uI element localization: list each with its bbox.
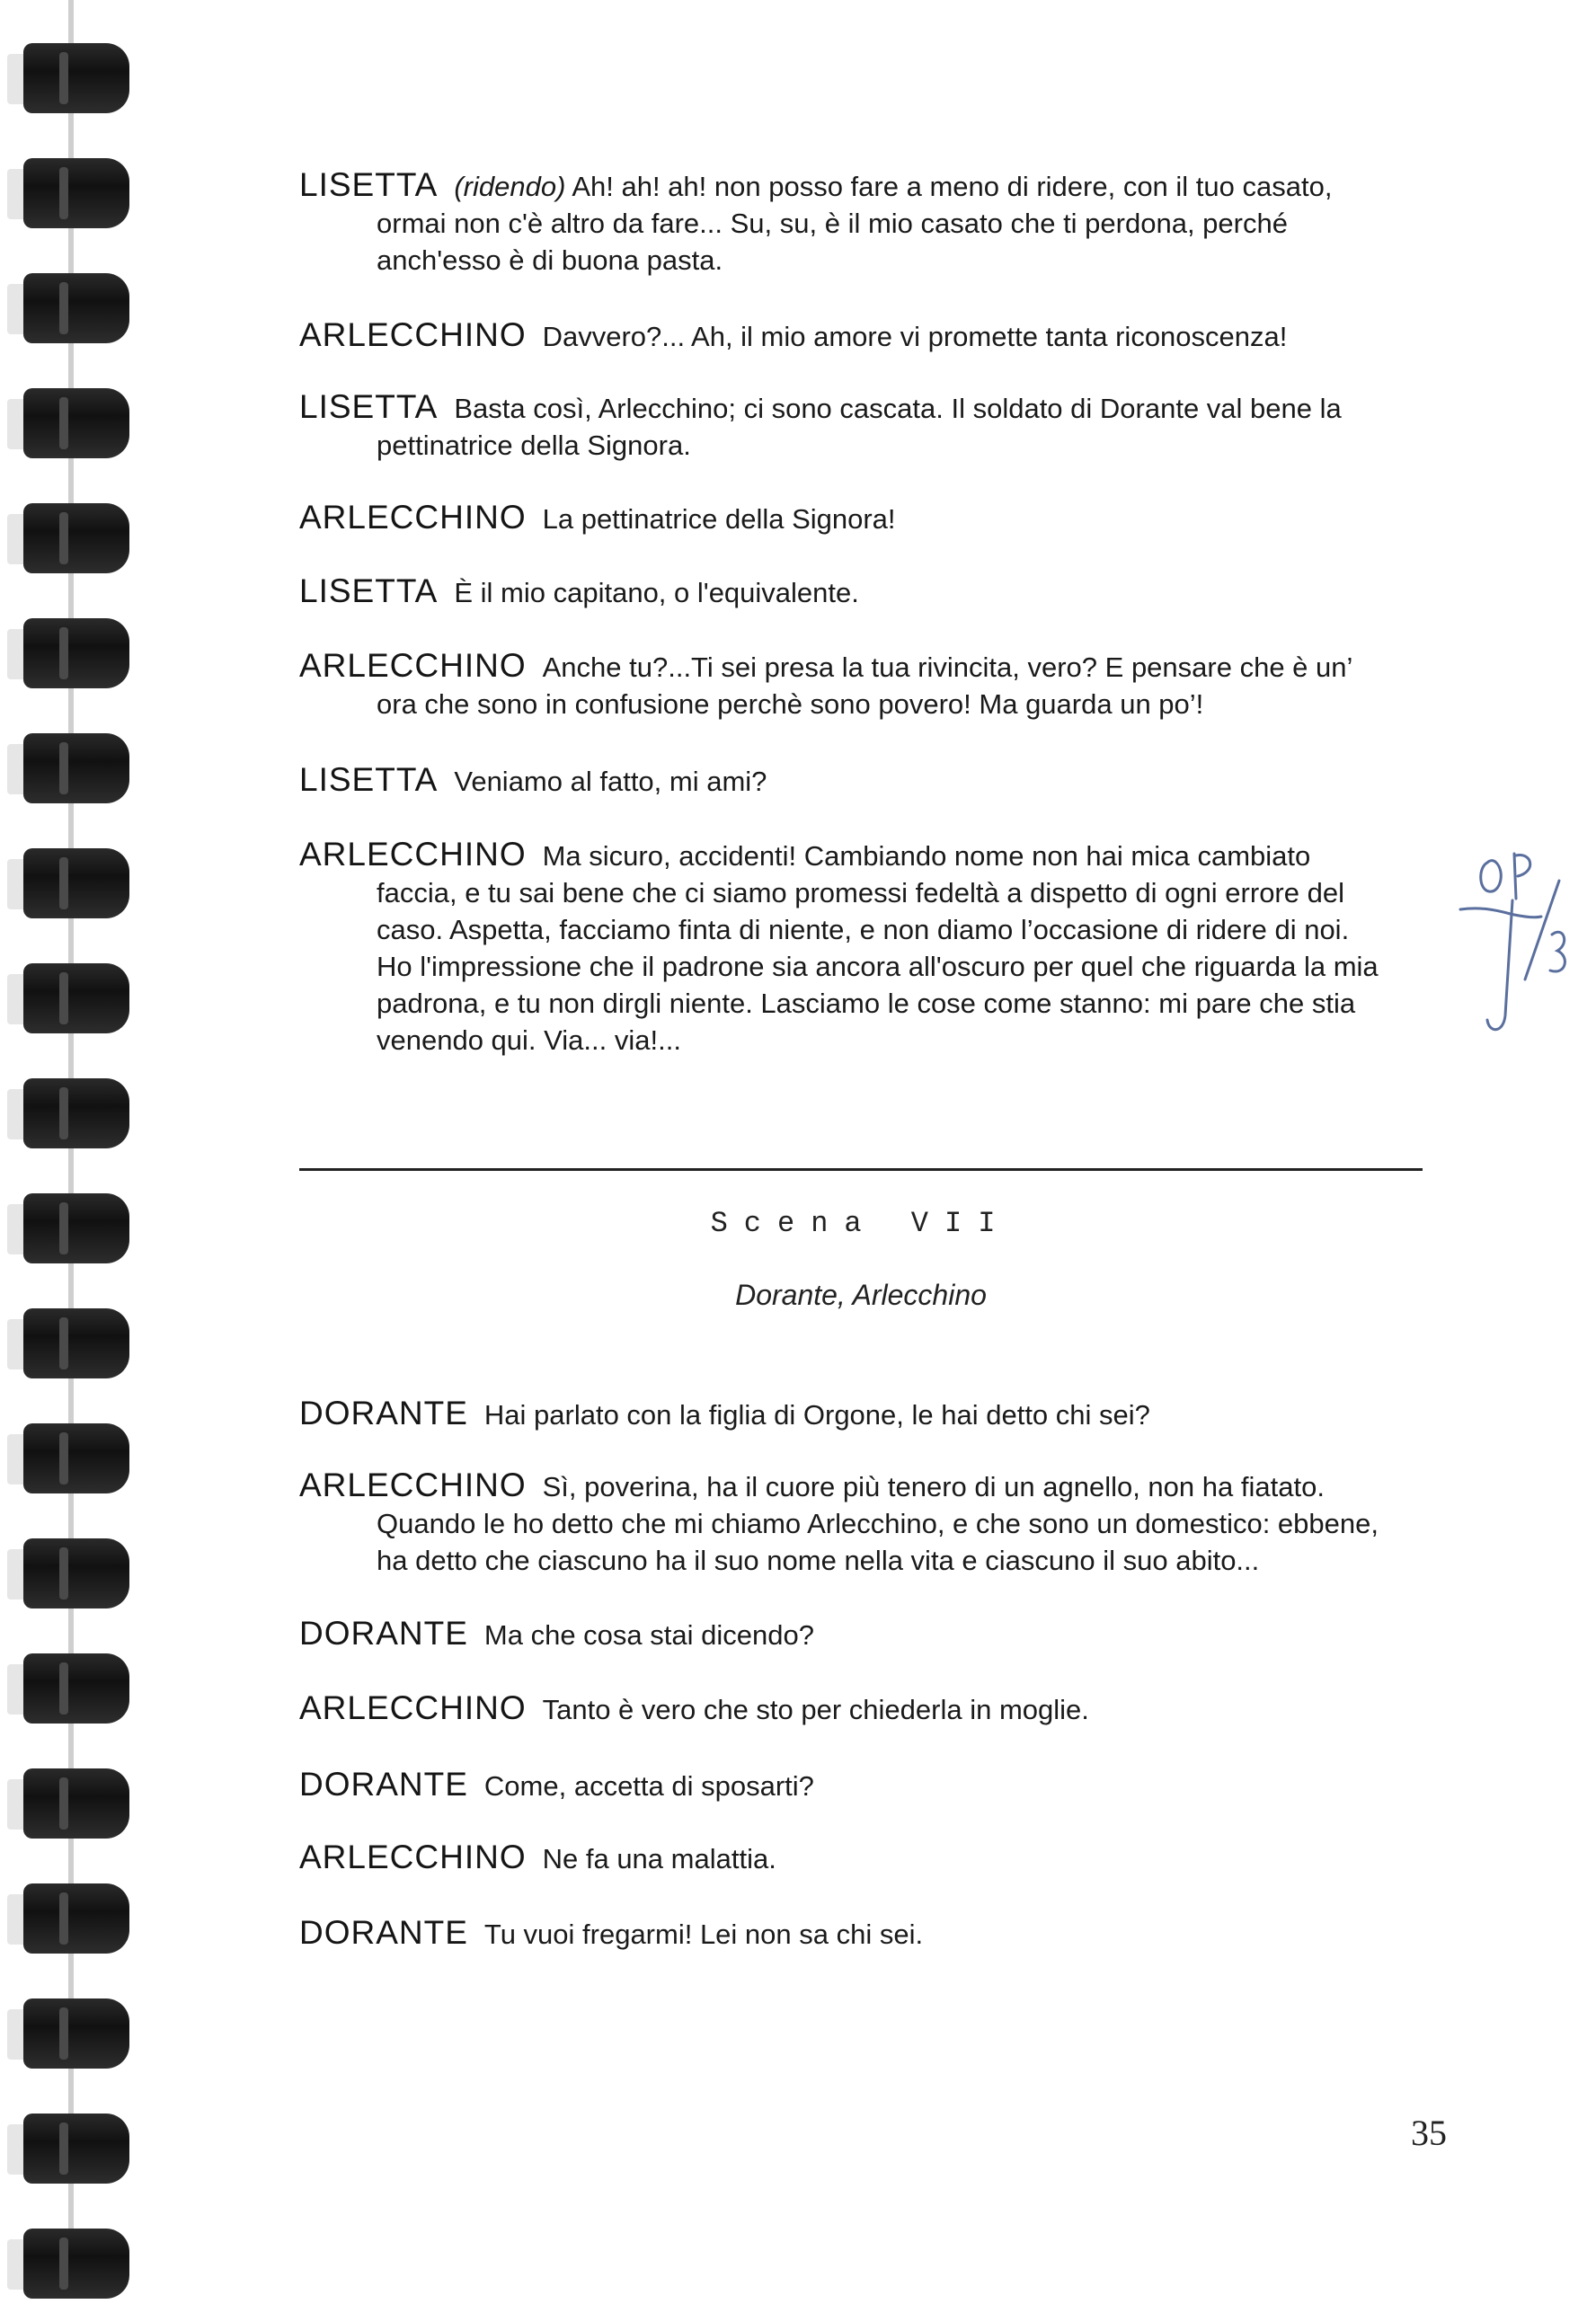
dialogue-line: Ma sicuro, accidenti! Cambiando nome non hai mica cambiato [542, 840, 1311, 872]
scene-title: Scena VII [710, 1207, 1012, 1240]
binding-ring [23, 848, 129, 918]
stage-direction: (ridendo) [454, 171, 566, 202]
dialogue-entry-dorante [299, 1914, 1423, 1953]
binding-ring [23, 963, 129, 1033]
binding-ring [23, 1078, 129, 1148]
binding-coil [0, 602, 135, 703]
binding-coil [0, 1407, 135, 1508]
speaker-name: ARLECCHINO [299, 1839, 527, 1875]
binding-ring [23, 1998, 129, 2069]
binding-coil [0, 717, 135, 818]
scene-divider [299, 1168, 1423, 1171]
dialogue-line: La pettinatrice della Signora! [542, 503, 896, 535]
speaker-name: ARLECCHINO [299, 1467, 527, 1503]
dialogue-entry-arlecchino [299, 1689, 1423, 1728]
dialogue-line: Ne fa una malattia. [542, 1843, 776, 1874]
speaker-name: ARLECCHINO [299, 647, 527, 684]
binding-coil [0, 487, 135, 588]
dialogue-line: Davvero?... Ah, il mio amore vi promette tanta riconoscenza! [542, 321, 1288, 352]
dialogue-line: Sì, poverina, ha il cuore più tenero di un agnello, non ha fiatato. [542, 1471, 1325, 1502]
speaker-name: ARLECCHINO [299, 1689, 527, 1726]
dialogue-line: Tanto è vero che sto per chiederla in moglie. [542, 1694, 1089, 1725]
speaker-name: LISETTA [299, 388, 439, 425]
dialogue-entry-arlecchino [299, 1839, 1423, 1877]
dialogue-line: Come, accetta di sposarti? [483, 1770, 814, 1802]
dialogue-line: È il mio capitano, o l'equivalente. [454, 577, 859, 608]
binding-coil [0, 1637, 135, 1738]
binding-coil [0, 1177, 135, 1278]
dialogue-entry-arlecchino [299, 1467, 1423, 1579]
speaker-name: LISETTA [299, 572, 439, 609]
dialogue-line: Basta così, Arlecchino; ci sono cascata. Il soldato di Dorante val bene la [454, 393, 1342, 424]
dialogue-entry-lisetta [299, 166, 1423, 279]
dialogue-line: Ho l'impressione che il padrone sia ancora all'oscuro per quel che riguarda la mia [377, 951, 1379, 982]
binding-ring [23, 1768, 129, 1839]
dialogue-line: Ma che cosa stai dicendo? [483, 1619, 814, 1651]
dialogue-entry-dorante [299, 1395, 1423, 1433]
speaker-name: DORANTE [299, 1766, 468, 1803]
dialogue-line: faccia, e tu sai bene che ci siamo promessi fedeltà a dispetto di ogni errore del [377, 877, 1344, 908]
speaker-name: DORANTE [299, 1395, 468, 1431]
dialogue-line: Quando le ho detto che mi chiamo Arlecchino, e che sono un domestico: ebbene, [377, 1508, 1379, 1539]
binding-ring [23, 388, 129, 458]
binding-coil [0, 1867, 135, 1968]
dialogue-entry-lisetta [299, 572, 1423, 611]
binding-coil [0, 27, 135, 128]
dialogue-line: venendo qui. Via... via!... [377, 1024, 681, 1056]
scene-characters: Dorante, Arlecchino [735, 1279, 987, 1311]
dialogue-line: Tu vuoi fregarmi! Lei non sa chi sei. [483, 1919, 924, 1950]
dialogue-line: caso. Aspetta, facciamo finta di niente, e non diamo l’occasione di ridere di noi. [377, 914, 1350, 945]
binding-ring [23, 1883, 129, 1954]
binding-ring [23, 43, 129, 113]
binding-coil [0, 2212, 135, 2313]
binding-coil [0, 372, 135, 473]
dialogue-entry-lisetta [299, 761, 1423, 800]
binding-coil [0, 832, 135, 933]
dialogue-line: ormai non c'è altro da fare... Su, su, è il mio casato che ti perdona, perché [377, 208, 1288, 239]
binding-ring [23, 1308, 129, 1378]
binding-ring [23, 503, 129, 573]
binding-ring [23, 618, 129, 688]
dialogue-entry-dorante [299, 1615, 1423, 1653]
dialogue-entry-arlecchino [299, 499, 1423, 537]
binding-ring [23, 158, 129, 228]
handwritten-margin-note [1451, 836, 1586, 1051]
binding-coil [0, 1522, 135, 1623]
binding-coil [0, 142, 135, 243]
binding-ring [23, 1193, 129, 1263]
speaker-name: ARLECCHINO [299, 499, 527, 536]
binding-coil [0, 1982, 135, 2083]
page-number: 35 [1411, 2113, 1447, 2153]
binding-coil [0, 2097, 135, 2198]
binding-coil [0, 1752, 135, 1853]
speaker-name: ARLECCHINO [299, 836, 527, 873]
dialogue-entry-arlecchino [299, 316, 1423, 355]
binding-ring [23, 1423, 129, 1493]
speaker-name: LISETTA [299, 761, 439, 798]
speaker-name: DORANTE [299, 1615, 468, 1652]
dialogue-line: Anche tu?...Ti sei presa la tua rivincita, vero? E pensare che è un’ [542, 651, 1353, 683]
binding-coil [0, 1292, 135, 1393]
binding-ring [23, 733, 129, 803]
binding-coil [0, 257, 135, 358]
dialogue-line: Veniamo al fatto, mi ami? [454, 766, 767, 797]
binding-coil [0, 1062, 135, 1163]
binding-ring [23, 2229, 129, 2299]
binding-ring [23, 273, 129, 343]
dialogue-line: ora che sono in confusione perchè sono povero! Ma guarda un po’! [377, 688, 1204, 720]
speaker-name: ARLECCHINO [299, 316, 527, 353]
dialogue-entry-dorante [299, 1766, 1423, 1804]
dialogue-line: anch'esso è di buona pasta. [377, 244, 723, 276]
binding-ring [23, 2114, 129, 2184]
dialogue-line: Hai parlato con la figlia di Orgone, le hai detto chi sei? [483, 1399, 1150, 1431]
dialogue-entry-lisetta [299, 388, 1423, 464]
dialogue-entry-arlecchino [299, 647, 1423, 722]
binding-coil [0, 947, 135, 1048]
speaker-name: DORANTE [299, 1914, 468, 1951]
dialogue-line: padrona, e tu non dirgli niente. Lasciamo le cose come stanno: mi pare che stia [377, 988, 1356, 1019]
binding-ring [23, 1653, 129, 1724]
spiral-binding [0, 0, 144, 2247]
speaker-name: LISETTA [299, 166, 439, 203]
dialogue-line: pettinatrice della Signora. [377, 430, 691, 461]
dialogue-line: Ah! ah! ah! non posso fare a meno di ridere, con il tuo casato, [572, 171, 1333, 202]
dialogue-entry-arlecchino [299, 836, 1423, 1059]
dialogue-line: ha detto che ciascuno ha il suo nome nella vita e ciascuno il suo abito... [377, 1545, 1260, 1576]
binding-ring [23, 1538, 129, 1608]
